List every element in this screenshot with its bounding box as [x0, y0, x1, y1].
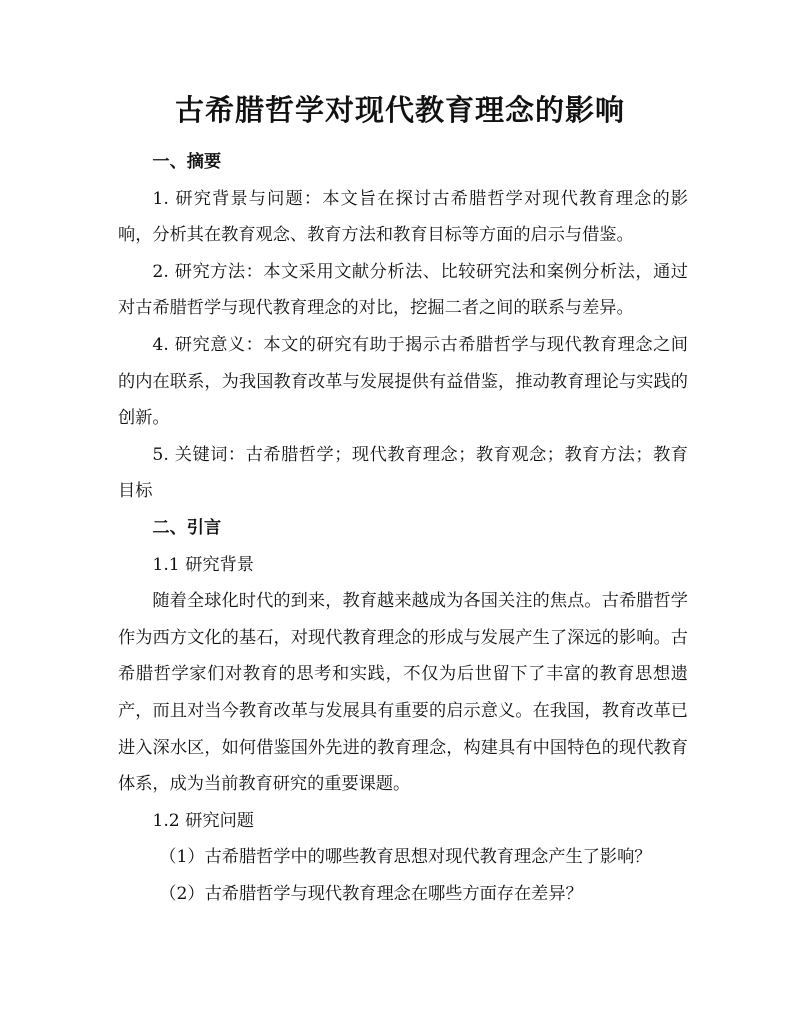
subsection-heading-background: 1.1 研究背景 [152, 554, 254, 575]
abstract-item-1: 1. 研究背景与问题：本文旨在探讨古希腊哲学对现代教育理念的影响，分析其在教育观念、教育方法和教育目标等方面的启示与借鉴。 [118, 188, 688, 246]
research-question-2: （2）古希腊哲学与现代教育理念在哪些方面存在差异？ [159, 883, 583, 904]
abstract-item-5: 5. 关键词：古希腊哲学；现代教育理念；教育观念；教育方法；教育目标 [118, 444, 688, 502]
document-body [118, 144, 688, 912]
subsection-heading-questions: 1.2 研究问题 [152, 810, 254, 831]
document-title: 古希腊哲学对现代教育理念的影响 [174, 93, 625, 127]
section-heading-abstract: 一、摘要 [152, 152, 222, 172]
abstract-item-4: 4. 研究意义：本文的研究有助于揭示古希腊哲学与现代教育理念之间的内在联系，为我国教育改革与发展提供有益借鉴，推动教育理论与实践的创新。 [118, 334, 688, 429]
research-question-1: （1）古希腊哲学中的哪些教育思想对现代教育理念产生了影响？ [159, 847, 652, 868]
background-paragraph: 随着全球化时代的到来，教育越来越成为各国关注的焦点。古希腊哲学作为西方文化的基石，对现代教育理念的形成与发展产生了深远的影响。古希腊哲学家们对教育的思考和实践，不仅为后世留下了丰富的教育思想遗产，而且对当今教育改革与发展具有重要的启示意义。在我国，教育改革已进入深水区，如何借鉴国外先进的教育理念，构建具有中国特色的现代教育体系，成为当前教育研究的重要课题。 [118, 591, 688, 795]
section-heading-intro: 二、引言 [152, 517, 222, 538]
abstract-item-2: 2. 研究方法：本文采用文献分析法、比较研究法和案例分析法，通过对古希腊哲学与现代教育理念的对比，挖掘二者之间的联系与差异。 [118, 261, 688, 319]
